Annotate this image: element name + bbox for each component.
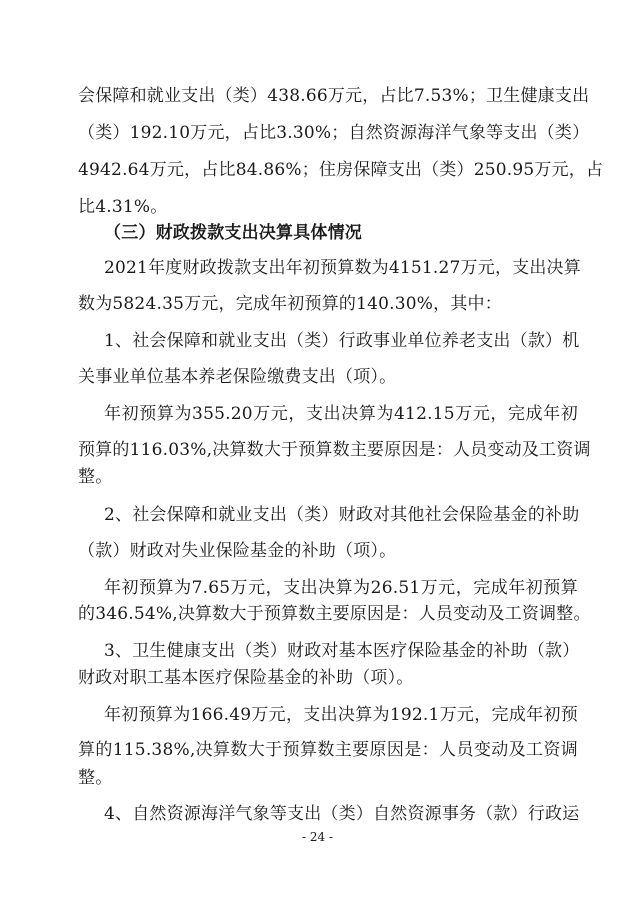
item-1-detail-2: 预算的116.03%,决算数大于预算数主要原因是：人员变动及工资调	[78, 440, 591, 460]
item-3-detail-3: 整。	[78, 768, 113, 788]
item-2-line-2: （款）财政对失业保险基金的补助（项）。	[78, 541, 397, 561]
section-heading: （三）财政拨款支出决算具体情况	[104, 223, 362, 243]
item-1-line-1: 1、社会保障和就业支出（类）行政事业单位养老支出（款）机	[104, 331, 580, 351]
item-4-line-1: 4、自然资源海洋气象等支出（类）自然资源事务（款）行政运	[104, 804, 580, 824]
text-line-3: 4942.64万元，占比84.86%；住房保障支出（类）250.95万元，占	[78, 160, 604, 180]
text-line-4: 比4.31%。	[78, 197, 168, 217]
item-2-detail-2: 的346.54%,决算数大于预算数主要原因是：人员变动及工资调整。	[78, 604, 591, 624]
page-number: - 24 -	[301, 830, 333, 844]
item-2-detail-1: 年初预算为7.65万元，支出决算为26.51万元，完成年初预算	[104, 578, 578, 598]
item-1-detail-1: 年初预算为355.20万元，支出决算为412.15万元，完成年初	[104, 404, 578, 424]
text-line-1: 会保障和就业支出（类）438.66万元，占比7.53%；卫生健康支出	[78, 86, 590, 106]
item-3-detail-1: 年初预算为166.49万元，支出决算为192.1万元，完成年初预	[104, 705, 578, 725]
item-1-line-2: 关事业单位基本养老保险缴费支出（项）。	[78, 367, 397, 387]
text-line-7: 数为5824.35万元，完成年初预算的140.30%，其中：	[78, 294, 502, 314]
item-2-line-1: 2、社会保障和就业支出（类）财政对其他社会保险基金的补助	[104, 505, 580, 525]
item-3-line-2: 财政对职工基本医疗保险基金的补助（项）。	[78, 668, 414, 688]
text-line-6: 2021年度财政拨款支出年初预算数为4151.27万元，支出决算	[104, 258, 581, 278]
item-3-line-1: 3、卫生健康支出（类）财政对基本医疗保险基金的补助（款）	[104, 641, 580, 661]
item-3-detail-2: 算的115.38%,决算数大于预算数主要原因是：人员变动及工资调	[78, 740, 578, 760]
text-line-2: （类）192.10万元，占比3.30%；自然资源海洋气象等支出（类）	[78, 123, 590, 143]
item-1-detail-3: 整。	[78, 467, 113, 487]
